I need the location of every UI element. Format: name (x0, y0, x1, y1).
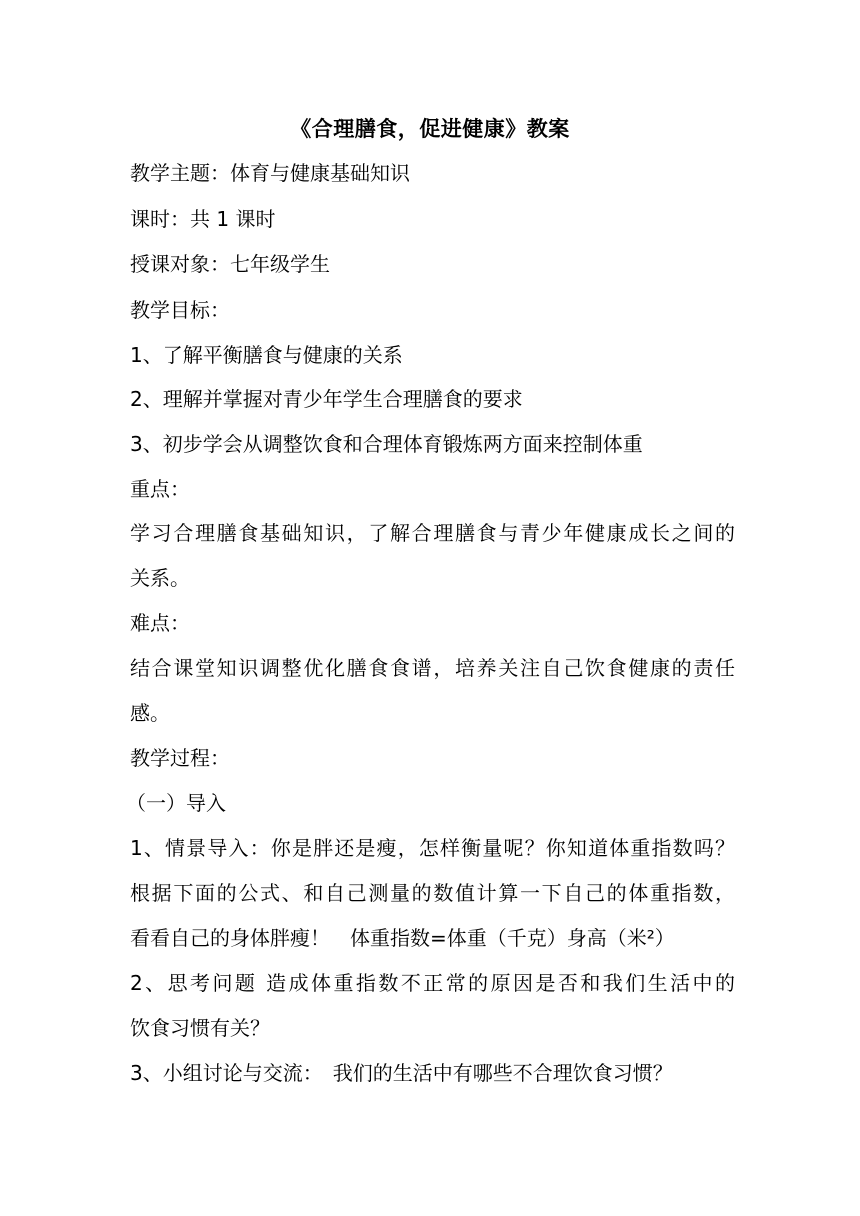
objectives-heading: 教学目标： (130, 298, 230, 322)
document-title: 《合理膳食，促进健康》教案 (290, 117, 570, 141)
key-points-text: 学习合理膳食基础知识，了解合理膳食与青少年健康成长之间的 (130, 521, 735, 545)
process-step-1: 1、情景导入：你是胖还是瘦，怎样衡量呢？你知道体重指数吗？ (130, 836, 735, 860)
difficulties-heading: 难点： (130, 611, 190, 635)
objective-item: 2、理解并掌握对青少年学生合理膳食的要求 (130, 387, 523, 411)
bmi-formula-line: 看看自己的身体胖瘦！ 体重指数=体重（千克）身高（米²） (130, 926, 675, 950)
difficulties-text-cont: 感。 (130, 701, 170, 725)
objective-item: 3、初步学会从调整饮食和合理体育锻炼两方面来控制体重 (130, 432, 643, 456)
process-step-3: 3、小组讨论与交流： 我们的生活中有哪些不合理饮食习惯？ (130, 1061, 673, 1085)
process-step-2: 2、思考问题 造成体重指数不正常的原因是否和我们生活中的 (130, 971, 735, 995)
difficulties-text: 结合课堂知识调整优化膳食食谱，培养关注自己饮食健康的责任 (130, 656, 735, 680)
process-step-1-cont: 根据下面的公式、和自己测量的数值计算一下自己的体重指数， (130, 881, 735, 905)
audience-line: 授课对象：七年级学生 (130, 252, 330, 276)
key-points-heading: 重点： (130, 477, 190, 501)
class-hours-line: 课时：共 1 课时 (130, 207, 276, 231)
objective-item: 1、了解平衡膳食与健康的关系 (130, 343, 403, 367)
process-step-2-cont: 饮食习惯有关？ (130, 1016, 270, 1040)
key-points-text-cont: 关系。 (130, 566, 190, 590)
teaching-topic-line: 教学主题：体育与健康基础知识 (130, 161, 410, 185)
section-intro-heading: （一）导入 (126, 791, 226, 815)
process-heading: 教学过程： (130, 746, 230, 770)
